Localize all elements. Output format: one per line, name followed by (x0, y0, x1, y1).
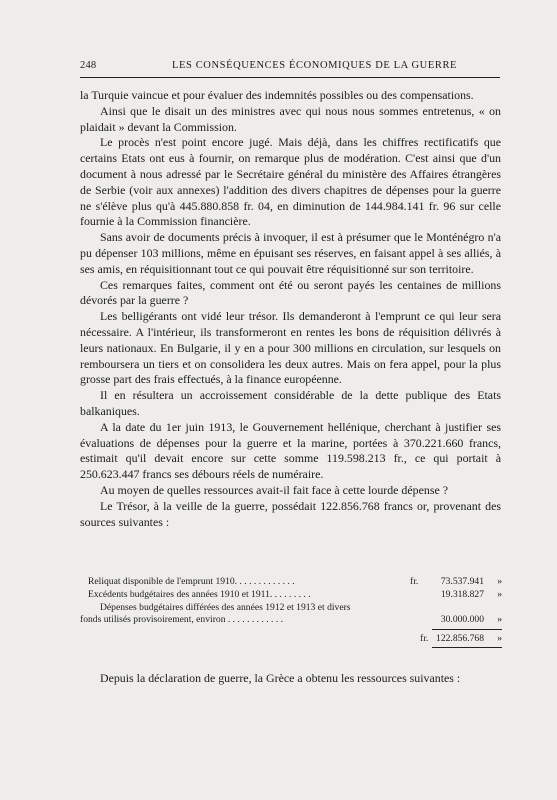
header-rule (80, 77, 500, 78)
row-mark: » (497, 576, 502, 587)
table-row (80, 589, 510, 602)
paragraph: Le Trésor, à la veille de la guerre, possédait 122.856.768 francs or, provenant des sources suivantes : (80, 498, 501, 529)
paragraph: Sans avoir de documents précis à invoquer, il est à présumer que le Monténégro n'a pu dépenser 103 millions, même en épuisant ses réserves, en faisant appel à ses alliés, à ses amis, en réquisitionnant tout ce qui pouvait être réquisitionné sur son territoire. (80, 230, 501, 276)
row-label: Dépenses budgétaires différées des années 1912 et 1913 et divers (100, 601, 351, 613)
table-row (80, 614, 510, 627)
paragraph: Depuis la déclaration de guerre, la Grèce a obtenu les ressources suivantes : (100, 671, 461, 685)
running-title: LES CONSÉQUENCES ÉCONOMIQUES DE LA GUERRE (172, 60, 458, 71)
page-number: 248 (80, 60, 97, 71)
row-mark: » (497, 588, 502, 600)
row-mark: » (497, 614, 502, 626)
table-spacer (80, 646, 510, 649)
paragraph: Ces remarques faites, comment ont été ou seront payés les centaines de millions dévorés par la guerre ? (80, 277, 501, 308)
paragraph: Au moyen de quelles ressources avait-il fait face à cette lourde dépense ? (100, 482, 448, 497)
total-underline (432, 647, 502, 648)
paragraph: la Turquie vaincue et pour évaluer des indemnités possibles ou des compensations. (80, 88, 474, 102)
paragraph: Les belligérants ont vidé leur trésor. Ils demanderont à l'emprunt ce qui leur sera nécessaire. A l'intérieur, ils transformeront en rentes les bons de réquisition délivrés à leurs nationaux. En Bulgarie, il y en a pour 300 millions en circulation, sur lesquels on remboursera un tiers et on consolidera les deux autres. Mais on fera appel, pour la plus grosse part des frais effectués, à la finance européenne. (80, 309, 501, 387)
row-label: Reliquat disponible de l'emprunt 1910. . . . . . . . . . . . . (88, 576, 295, 587)
paragraph: Il en résultera un accroissement considérable de la dette publique des Etats balkaniques. (80, 388, 501, 418)
row-label: fonds utilisés provisoirement, environ . . . . . . . . . . . . (80, 614, 284, 626)
table-row (80, 576, 510, 589)
paragraph: Le procès n'est point encore jugé. Mais déjà, dans les chiffres rectificatifs que certains Etats ont eus à fournir, on remarque plus de modération. C'est ainsi que d'un document à nous adressé par le Secrétaire général du ministère des Affaires étrangères de Serbie (voir aux annexes) l'addition des divers chapitres de dépenses pour la guerre ne s'élève plus qu'à 445.880.858 fr. 04, en diminution de 144.984.141 fr. 96 sur celle fournie à la Commission financière. (80, 135, 501, 229)
paragraph: Ainsi que le disait un des ministres avec qui nous nous sommes entretenus, « on plaidait » devant la Commission. (80, 103, 501, 134)
row-unit: fr. (410, 576, 419, 587)
table-total-row (80, 633, 510, 646)
table-row (80, 602, 510, 615)
total-mark: » (497, 633, 502, 645)
resources-table (80, 576, 510, 649)
sum-rule (432, 629, 502, 630)
row-label: Excédents budgétaires des années 1910 et 1911. . . . . . . . . (88, 588, 311, 600)
row-amount: 19.318.827 (440, 588, 484, 600)
row-amount: 73.537.941 (440, 576, 484, 587)
total-unit: fr. (420, 633, 429, 645)
paragraph: A la date du 1er juin 1913, le Gouvernement hellénique, cherchant à justifier ses évaluations de dépenses pour la guerre et la marine, portées à 370.221.660 francs, estimait qu'il devait encore sur cette somme 119.598.213 fr., ce qui portait à 250.623.447 francs ses débours réels de numéraire. (80, 419, 501, 482)
body-text (80, 88, 501, 530)
total-amount: 122.856.768 (436, 633, 484, 645)
closing-text (80, 671, 501, 687)
row-amount: 30.000.000 (440, 614, 484, 626)
